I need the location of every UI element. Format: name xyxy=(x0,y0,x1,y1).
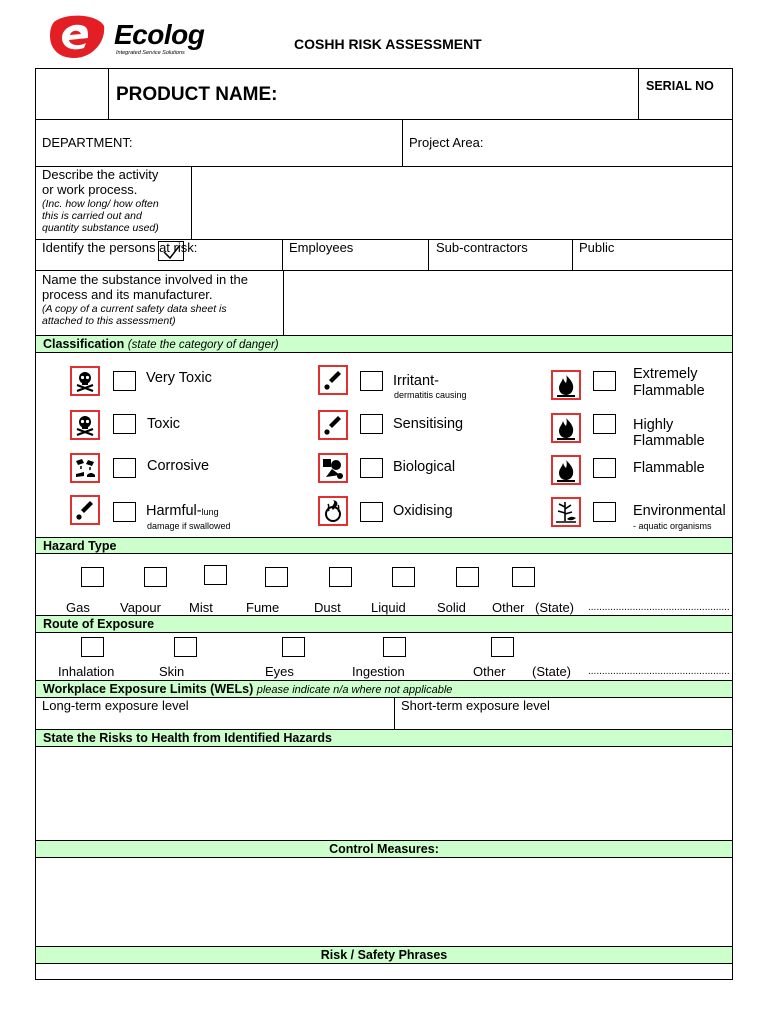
solid-checkbox[interactable] xyxy=(456,567,479,587)
substance-label-cont: process and its manufacturer. xyxy=(42,287,213,302)
logo-mark-icon xyxy=(48,14,106,60)
wel-header xyxy=(36,680,732,698)
oxidising-icon xyxy=(318,496,348,526)
mist-checkbox[interactable] xyxy=(204,565,227,585)
eyes-checkbox[interactable] xyxy=(282,637,305,657)
route-of-exposure-header xyxy=(36,615,732,633)
irritant-checkbox[interactable] xyxy=(360,371,383,391)
substance-input[interactable] xyxy=(284,271,732,334)
toxic-label: Toxic xyxy=(147,416,181,432)
risks-input[interactable] xyxy=(36,747,732,839)
skin-checkbox[interactable] xyxy=(174,637,197,657)
state-route-input[interactable]: ................................................... xyxy=(588,666,730,677)
activity-input[interactable] xyxy=(192,167,732,238)
highly-flammable-label-cont: Flammable xyxy=(633,433,705,449)
liquid-label: Liquid xyxy=(371,600,406,615)
other-route-label: Other xyxy=(473,664,506,679)
flammable-label: Flammable xyxy=(633,460,705,476)
risks-header xyxy=(36,729,732,747)
exclamation-icon xyxy=(70,495,100,525)
flammable-checkbox[interactable] xyxy=(593,458,616,478)
safety-phrases-header xyxy=(36,946,732,964)
sensitising-checkbox[interactable] xyxy=(360,414,383,434)
classification-heading: Classification xyxy=(43,337,125,351)
ingestion-checkbox[interactable] xyxy=(383,637,406,657)
sensitising-label: Sensitising xyxy=(393,416,464,432)
skin-label: Skin xyxy=(159,664,185,679)
gas-checkbox[interactable] xyxy=(81,567,104,587)
control-measures-heading: Control Measures: xyxy=(329,842,439,856)
substance-label: Name the substance involved in the xyxy=(42,272,248,287)
biological-checkbox[interactable] xyxy=(360,458,383,478)
dust-checkbox[interactable] xyxy=(329,567,352,587)
classification-header xyxy=(36,335,732,353)
company-logo xyxy=(48,14,228,60)
toxic-checkbox[interactable] xyxy=(113,414,136,434)
environmental-sub: - aquatic organisms xyxy=(633,521,712,531)
flame-icon xyxy=(551,370,581,400)
short-term-label: Short-term exposure level xyxy=(401,698,550,713)
other-route-checkbox[interactable] xyxy=(491,637,514,657)
control-measures-input[interactable] xyxy=(36,858,732,946)
extremely-flammable-label-cont: Flammable xyxy=(633,383,705,399)
irritant-sub: dermatitis causing xyxy=(394,390,467,400)
activity-note: (Inc. how long/ how often xyxy=(42,198,159,210)
safety-phrases-input[interactable] xyxy=(36,964,732,978)
corrosive-icon xyxy=(70,453,100,483)
document-title: COSHH RISK ASSESSMENT xyxy=(294,36,482,52)
mist-label: Mist xyxy=(189,600,213,615)
very-toxic-label: Very Toxic xyxy=(146,370,212,386)
hazard-type-heading: Hazard Type xyxy=(43,539,117,553)
vapour-checkbox[interactable] xyxy=(144,567,167,587)
activity-label-cont: or work process. xyxy=(42,182,138,197)
option-employees[interactable]: Employees xyxy=(289,240,354,255)
long-term-label: Long-term exposure level xyxy=(42,698,189,713)
eyes-label: Eyes xyxy=(265,664,294,679)
substance-note-cont: attached to this assessment) xyxy=(42,315,176,327)
liquid-checkbox[interactable] xyxy=(392,567,415,587)
risks-heading: State the Risks to Health from Identified Hazards xyxy=(43,731,332,745)
environment-icon xyxy=(551,497,581,527)
exclamation-icon xyxy=(318,365,348,395)
inhalation-label: Inhalation xyxy=(58,664,115,679)
wel-note: please indicate n/a where not applicable xyxy=(256,684,453,696)
logo-text: Ecolog xyxy=(114,19,205,50)
gas-label: Gas xyxy=(66,600,90,615)
serial-no-label: SERIAL NO xyxy=(646,79,714,93)
inhalation-checkbox[interactable] xyxy=(81,637,104,657)
safety-phrases-heading: Risk / Safety Phrases xyxy=(320,948,448,962)
state-hazard-label: (State) xyxy=(535,600,575,615)
fume-checkbox[interactable] xyxy=(265,567,288,587)
option-sub-contractors[interactable]: Sub-contractors xyxy=(436,240,528,255)
fume-label: Fume xyxy=(246,600,280,615)
very-toxic-checkbox[interactable] xyxy=(113,371,136,391)
department-label: DEPARTMENT: xyxy=(42,135,133,150)
biohazard-icon xyxy=(318,453,348,483)
control-measures-header xyxy=(36,840,732,858)
other-hazard-label: Other xyxy=(492,600,525,615)
flame-icon xyxy=(551,455,581,485)
harmful-sub: damage if swallowed xyxy=(147,521,231,531)
environmental-checkbox[interactable] xyxy=(593,502,616,522)
other-hazard-checkbox[interactable] xyxy=(512,567,535,587)
persons-at-risk-label: Identify the persons at risk: xyxy=(42,240,198,255)
route-of-exposure-heading: Route of Exposure xyxy=(43,617,155,631)
activity-label: Describe the activity xyxy=(42,167,159,182)
check-mark-icon xyxy=(162,243,182,261)
corrosive-label: Corrosive xyxy=(147,458,210,474)
vapour-label: Vapour xyxy=(120,600,161,615)
irritant-label: Irritant- xyxy=(393,373,439,389)
highly-flammable-checkbox[interactable] xyxy=(593,414,616,434)
environmental-label: Environmental xyxy=(633,503,726,519)
substance-note: (A copy of a current safety data sheet is xyxy=(42,303,227,315)
wel-heading: Workplace Exposure Limits (WELs) xyxy=(43,682,254,696)
flame-icon xyxy=(551,413,581,443)
harmful-inline-sub: lung xyxy=(201,507,219,517)
solid-label: Solid xyxy=(437,600,466,615)
extremely-flammable-label: Extremely xyxy=(633,366,698,382)
state-route-label: (State) xyxy=(532,664,572,679)
hazard-type-header xyxy=(36,537,732,554)
logo-tagline: Integrated Service Solutions xyxy=(116,50,185,56)
skull-icon xyxy=(70,410,100,440)
extremely-flammable-checkbox[interactable] xyxy=(593,371,616,391)
harmful-label-text: Harmful- xyxy=(146,503,202,519)
activity-note-cont: this is carried out and xyxy=(42,210,142,222)
activity-note-cont2: quantity substance used) xyxy=(42,222,159,234)
project-area-label: Project Area: xyxy=(409,135,484,150)
highly-flammable-label: Highly xyxy=(633,417,674,433)
skull-icon xyxy=(70,366,100,396)
classification-note: (state the category of danger) xyxy=(127,339,279,351)
product-name-label: PRODUCT NAME: xyxy=(116,84,278,105)
ingestion-label: Ingestion xyxy=(352,664,405,679)
biological-label: Biological xyxy=(393,459,456,475)
harmful-label xyxy=(146,503,219,520)
dust-label: Dust xyxy=(314,600,341,615)
state-hazard-input[interactable]: ................................................... xyxy=(588,602,730,613)
corrosive-checkbox[interactable] xyxy=(113,458,136,478)
exclamation-icon xyxy=(318,410,348,440)
oxidising-label: Oxidising xyxy=(393,503,453,519)
harmful-checkbox[interactable] xyxy=(113,502,136,522)
option-public[interactable]: Public xyxy=(579,240,615,255)
oxidising-checkbox[interactable] xyxy=(360,502,383,522)
